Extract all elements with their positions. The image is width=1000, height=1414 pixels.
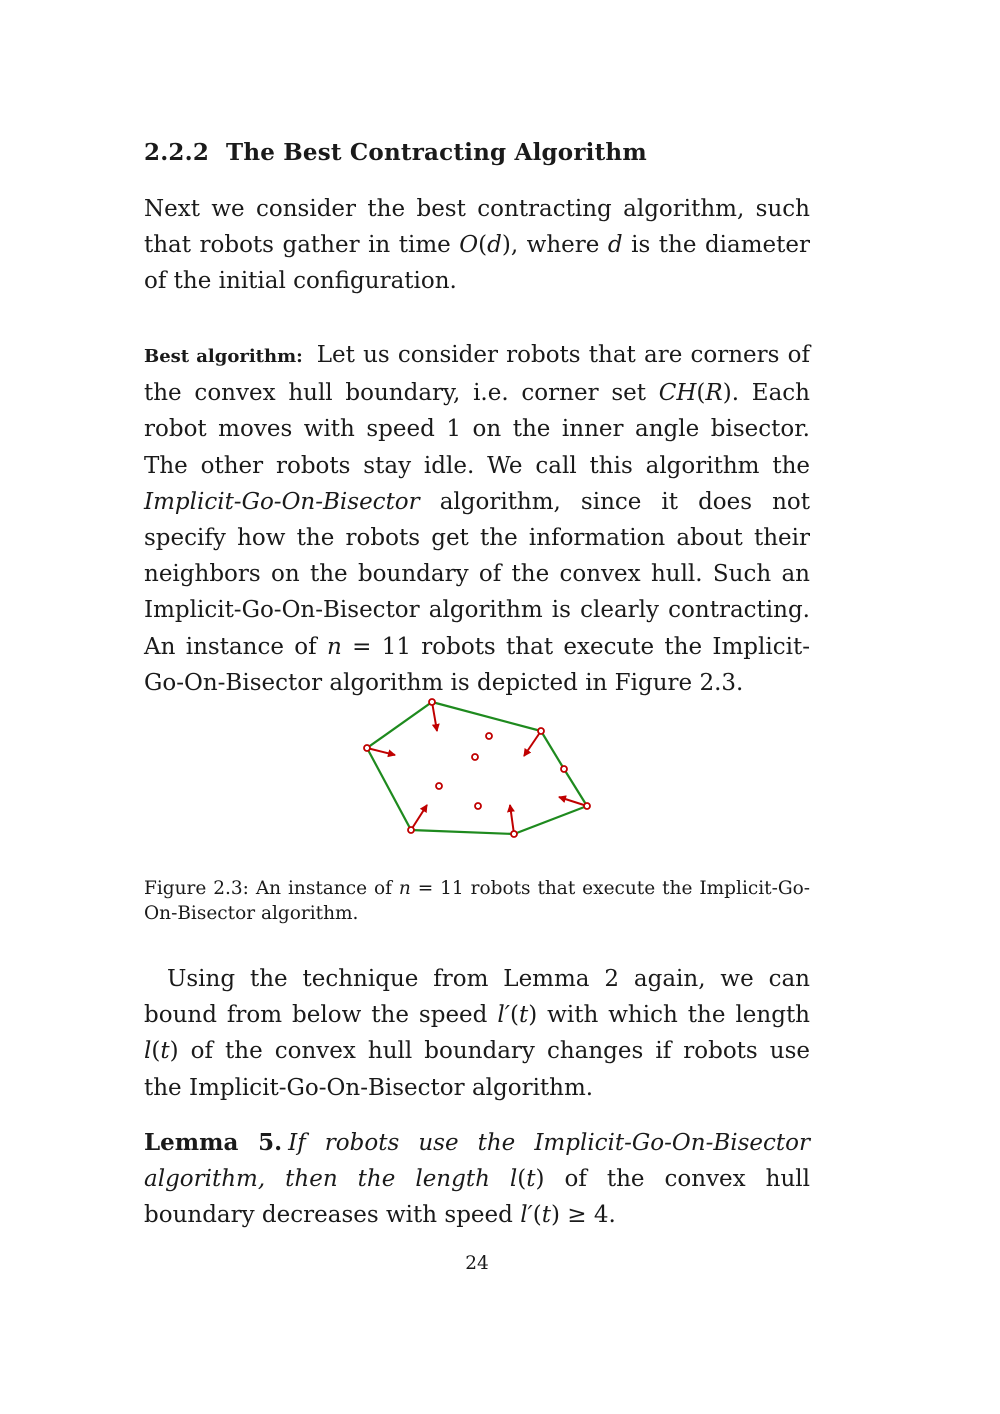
math-symbol: d — [607, 232, 623, 259]
text-run: ), where — [501, 232, 608, 259]
bisector-arrows — [367, 702, 587, 834]
bisector-arrow — [432, 702, 437, 731]
robot-boundary — [561, 766, 567, 772]
text-run: ). Each robot moves with speed 1 on the inner angle bisector. The other robots stay idle. We call this algorithm the — [144, 380, 810, 479]
convex-hull-figure — [355, 690, 600, 840]
text-run: ( — [532, 1202, 542, 1229]
robot-interior — [472, 754, 478, 760]
text-run: Using the technique from Lemma 2 again, we can bound from below the speed — [144, 966, 810, 1029]
lemma-statement — [144, 1125, 810, 1234]
math-symbol: R — [705, 380, 723, 407]
text-run: ) of the convex hull boundary changes if robots use the Implicit-Go-On-Bisector algorithm. — [144, 1038, 810, 1101]
figure-caption — [144, 876, 810, 926]
best-algorithm-paragraph — [144, 337, 810, 701]
text-run: = 11 robots that execute the Implicit-Go-On-Bisector algorithm. — [144, 878, 810, 924]
hull-boundary — [367, 702, 587, 834]
page-number: 24 — [465, 1253, 489, 1274]
lemma-label: Lemma 5. — [144, 1129, 283, 1156]
text-run: ( — [509, 1002, 519, 1029]
text-run: algorithm, since it does not specify how the robots get the information about their neighbors on the boundary of the convex hull. Such an Implicit-Go-On-Bisector algorithm is clearly contracting. An instance of — [144, 488, 810, 660]
text-run: ( — [517, 1166, 527, 1193]
text-run: Figure 2.3: An instance of — [144, 878, 399, 899]
math-symbol: t — [541, 1202, 551, 1229]
math-symbol: n — [398, 878, 411, 899]
math-symbol: t — [518, 1002, 529, 1029]
math-symbol: O — [459, 232, 479, 259]
text-run: If robots use the Implicit-Go-On-Bisector algorithm, then the length — [144, 1130, 810, 1193]
math-symbol: l′ — [520, 1202, 533, 1229]
robot-corner — [364, 745, 370, 751]
robot-corner — [511, 831, 517, 837]
text-run: is the diameter of the initial configuration. — [144, 232, 811, 295]
section-title-text: The Best Contracting Algorithm — [226, 139, 647, 166]
math-symbol: l — [509, 1166, 518, 1193]
text-run: Next we consider the best contracting algorithm, such that robots gather in time — [144, 196, 810, 259]
section-heading — [144, 139, 647, 166]
text-run: ) ≥ 4. — [551, 1202, 616, 1229]
math-symbol: l — [144, 1038, 152, 1065]
text-run: ) of the convex hull boundary decreases with speed — [144, 1166, 810, 1229]
text-run: ( — [151, 1038, 161, 1065]
intro-paragraph — [144, 191, 810, 300]
text-run: ( — [696, 380, 706, 407]
math-symbol: t — [526, 1166, 536, 1193]
robot-corner — [584, 803, 590, 809]
bisector-arrow — [524, 731, 541, 756]
text-run: ) with which the length — [528, 1002, 810, 1029]
math-symbol: CH — [658, 380, 697, 407]
bisector-arrow — [411, 805, 427, 830]
bisector-arrow — [510, 805, 514, 834]
text-run: ( — [478, 232, 488, 259]
robot-interior — [486, 733, 492, 739]
math-symbol: l′ — [497, 1002, 510, 1029]
technique-paragraph — [144, 961, 810, 1106]
robot-interior — [436, 783, 442, 789]
robots — [364, 699, 590, 837]
run-in-heading: Best algorithm: — [144, 346, 303, 367]
algorithm-name: Implicit-Go-On-Bisector — [144, 488, 420, 515]
math-symbol: n — [326, 633, 342, 660]
robot-corner — [429, 699, 435, 705]
section-number: 2.2.2 — [144, 139, 210, 166]
text-run: = 11 robots that execute the Implicit-Go-On-Bisector algorithm is depicted in Figure 2.3. — [144, 633, 810, 696]
math-symbol: t — [160, 1038, 170, 1065]
robot-corner — [408, 827, 414, 833]
text-run: Let us consider robots that are corners of the convex hull boundary, i.e. corner set — [144, 342, 811, 407]
robot-corner — [538, 728, 544, 734]
math-symbol: d — [487, 232, 502, 259]
robot-interior — [475, 803, 481, 809]
